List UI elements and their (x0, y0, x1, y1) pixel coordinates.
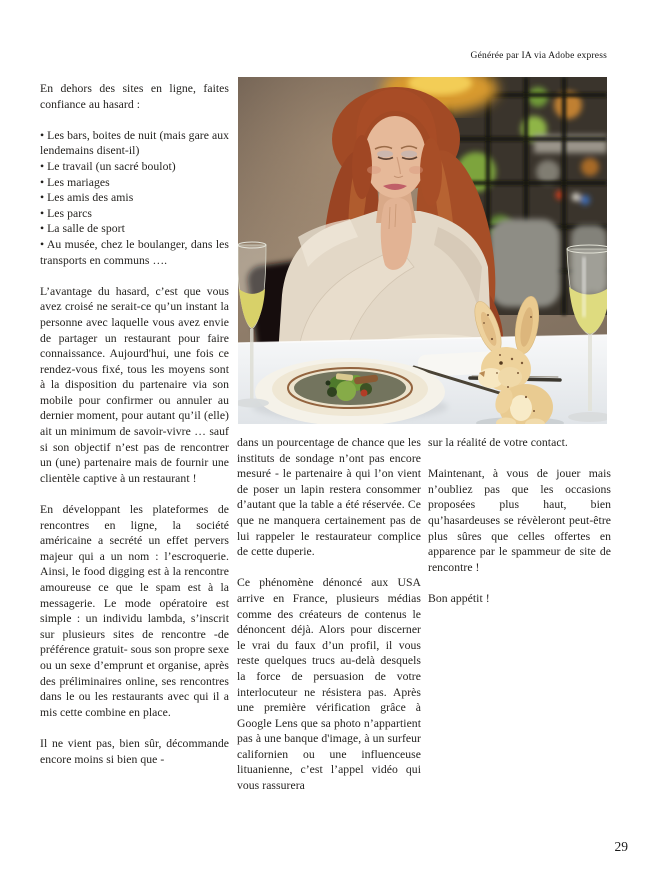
list-item: • Les amis des amis (40, 191, 134, 205)
body-paragraph: L’avantage du hasard, c’est que vous avez croisé ne serait-ce qu’un instant la personne avec laquelle vous avez envie de partager un restaurant pour faire connaissance. Aujourd'hui, une fois ce rendez-vous fixé, tous les moyens sont à la disposition du partenaire via son mobile pour confirmer ou annuler au dernier moment, pour autant qu’il (elle) ait un minimum de savoir-vivre … sauf si son objectif n’est pas de rencontrer un (une) partenaire mais de fournir une clientèle captive à un restaurant ! (40, 284, 229, 485)
body-paragraph: sur la réalité de votre contact. (428, 436, 568, 449)
page-number: 29 (614, 839, 628, 854)
list-item: • Les parcs (40, 206, 93, 220)
list-item: • Les mariages (40, 175, 110, 189)
photo-credit-caption: Générée par IA via Adobe express (470, 51, 607, 61)
list-item: • Au musée, chez le boulanger, dans les transports en communs …. (40, 237, 229, 267)
body-paragraph: En développant les plateformes de rencontres en ligne, la société américaine a secrété un effet pervers majeur qui a un nom : l’escroquerie. Ainsi, le food digging est à la rencontre amoureuse ce que le spam est à la messagerie. Le mode opératoire est simple : un individu lambda, s’inscrit sur plusieurs sites de rencontre -de préférence gratuit- sous son propre sexe ou un sexe d’emprunt et organise, après des préliminaires online, ses rencontres dans le ou les restaurants avec qui il a mis cette combine en place. (40, 503, 229, 719)
intro-paragraph: En dehors des sites en ligne, faites confiance au hasard : (40, 82, 229, 111)
closing-paragraph: Bon appétit ! (428, 591, 490, 605)
list-item: • La salle de sport (40, 222, 125, 236)
right-column (428, 435, 611, 607)
body-paragraph: Ce phénomène dénoncé aux USA arrive en France, plusieurs médias comme des créateurs de contenus le dénoncent déjà. Alors pour discerner le vrai du faux d’un profil, il vous reste quelques trucs au-delà desquels la force de persuasion de votre interlocuteur ne résistera pas. Après une première vérification grâce à Google Lens que sa photo n’appartient pas à une banque d'image, à un surfeur californien ou une influenceuse lituanienne, c’est l’appel vidéo qui vous rassurera (237, 576, 421, 793)
body-paragraph: dans un pourcentage de chance que les instituts de sondage n’ont pas encore mesuré - le partenaire à qui l’on vient de poser un lapin restera consommer d’autant que la table a été réservée. Ce que ne manquera certainement pas de lui rappeler le restaurateur complice de cette duperie. (237, 436, 421, 559)
article-photo (238, 77, 607, 424)
body-paragraph: Maintenant, à vous de jouer mais n’oubliez pas que les occasions proposées plus haut, bien qu’hasardeuses se révèleront peut-être plus sûres que celles offertes en apparence par le spammeur de site de rencontre ! (428, 467, 611, 574)
restaurant-scene-illustration (238, 77, 607, 424)
middle-column (237, 435, 421, 794)
body-paragraph: Il ne vient pas, bien sûr, décommande encore moins si bien que - (40, 736, 229, 766)
list-item: • Le travail (un sacré boulot) (40, 159, 176, 173)
left-column (40, 81, 229, 767)
list-item: • Les bars, boites de nuit (mais gare aux lendemains disent-il) (40, 128, 229, 158)
meeting-places-list (40, 128, 229, 268)
